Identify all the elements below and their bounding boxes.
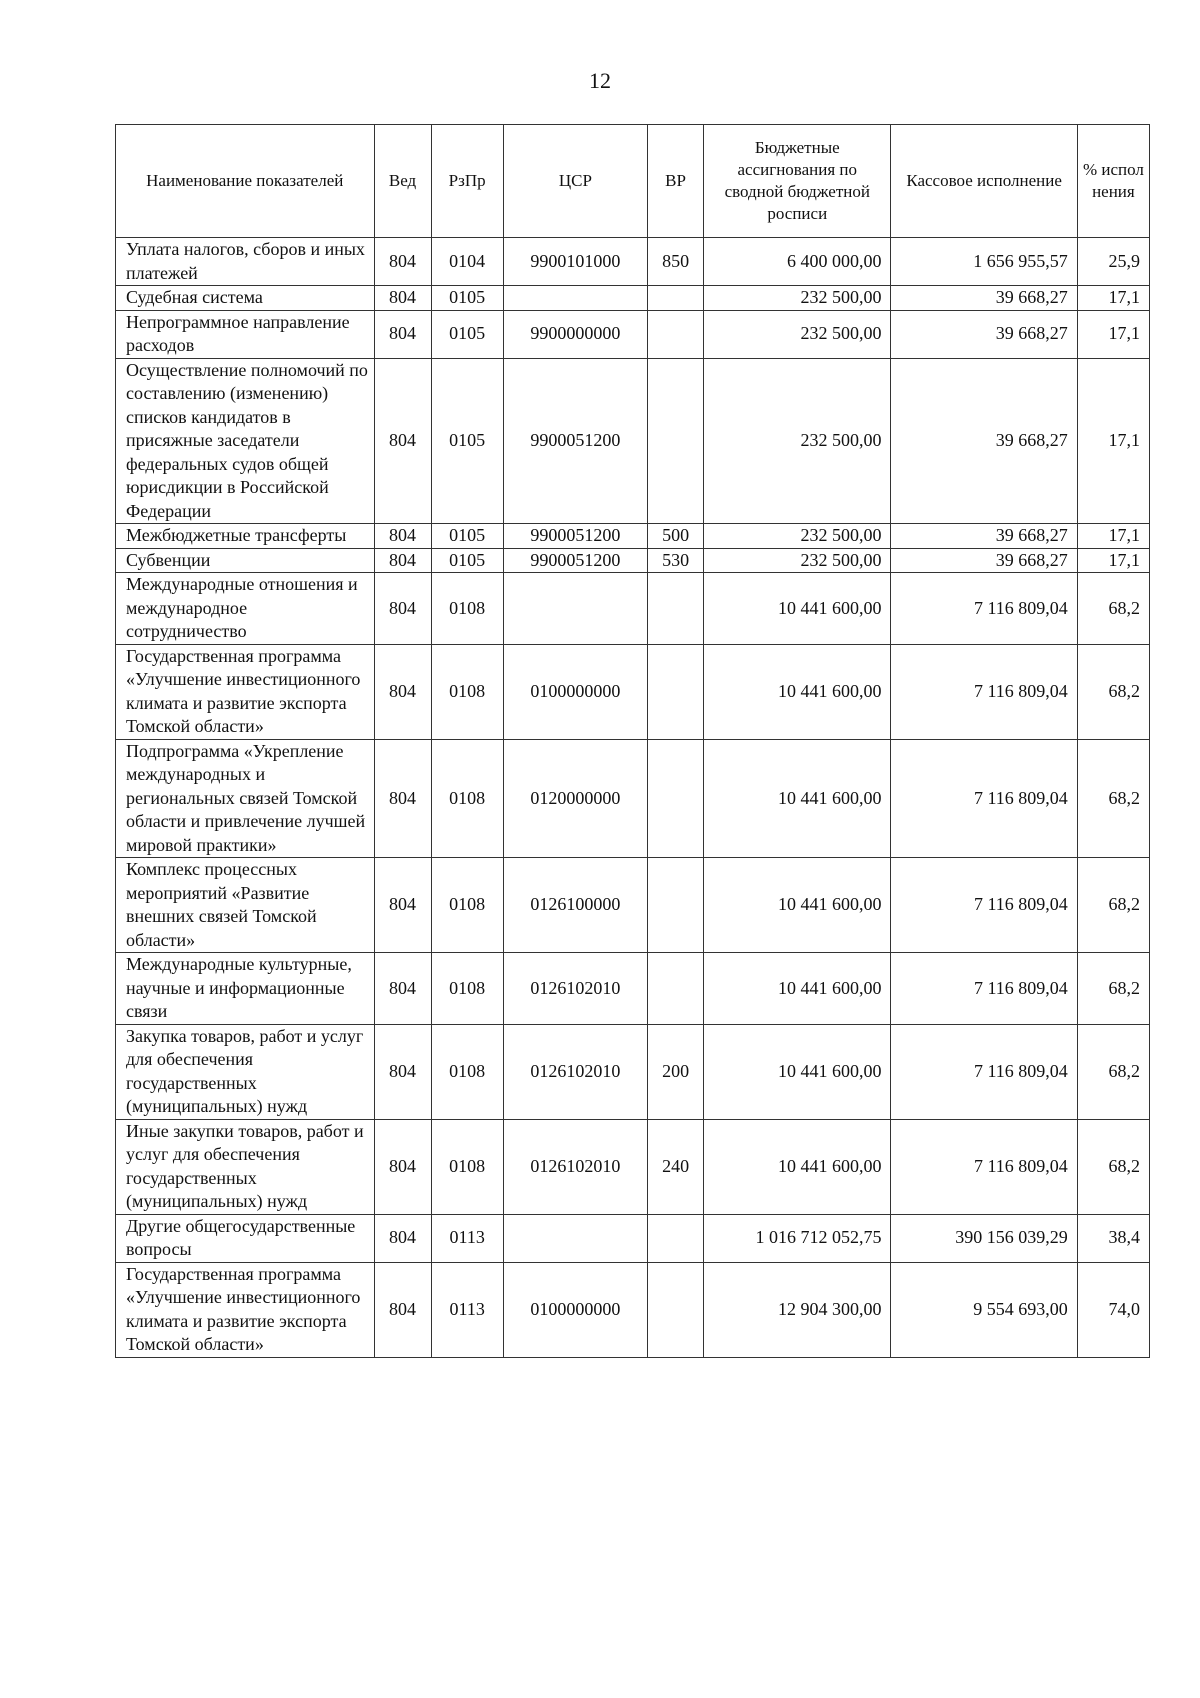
table-header-row — [116, 125, 1150, 238]
cell-name: Судебная система — [116, 286, 375, 311]
cell-ved: 804 — [374, 524, 431, 549]
cell-name: Международные культурные, научные и информационные связи — [116, 953, 375, 1025]
cell-cash: 7 116 809,04 — [891, 644, 1077, 739]
cell-budget: 10 441 600,00 — [704, 739, 891, 858]
cell-name: Субвенции — [116, 548, 375, 573]
cell-rzpr: 0108 — [431, 1024, 503, 1119]
cell-rzpr: 0108 — [431, 1119, 503, 1214]
cell-pct: 17,1 — [1077, 310, 1149, 358]
header-ved: Вед — [374, 125, 431, 238]
cell-cash: 7 116 809,04 — [891, 1024, 1077, 1119]
cell-pct: 68,2 — [1077, 858, 1149, 953]
table-row — [116, 858, 1150, 953]
cell-cash: 9 554 693,00 — [891, 1262, 1077, 1357]
cell-ved: 804 — [374, 1024, 431, 1119]
cell-vr — [648, 310, 704, 358]
cell-budget: 10 441 600,00 — [704, 1024, 891, 1119]
cell-vr — [648, 573, 704, 645]
cell-pct: 68,2 — [1077, 644, 1149, 739]
cell-cash: 7 116 809,04 — [891, 573, 1077, 645]
cell-rzpr: 0105 — [431, 358, 503, 524]
cell-vr: 200 — [648, 1024, 704, 1119]
cell-rzpr: 0113 — [431, 1214, 503, 1262]
cell-cash: 7 116 809,04 — [891, 953, 1077, 1025]
cell-name: Уплата налогов, сборов и иных платежей — [116, 238, 375, 286]
table-row — [116, 739, 1150, 858]
cell-pct: 17,1 — [1077, 286, 1149, 311]
cell-cash: 39 668,27 — [891, 358, 1077, 524]
cell-pct: 68,2 — [1077, 1024, 1149, 1119]
cell-vr — [648, 644, 704, 739]
cell-csr — [503, 573, 647, 645]
cell-budget: 232 500,00 — [704, 524, 891, 549]
table-row — [116, 1262, 1150, 1357]
cell-budget: 1 016 712 052,75 — [704, 1214, 891, 1262]
cell-ved: 804 — [374, 1119, 431, 1214]
cell-name: Осуществление полномочий по составлению (изменению) списков кандидатов в присяжные заседатели федеральных судов общей юрисдикции в Российской Федерации — [116, 358, 375, 524]
cell-name: Иные закупки товаров, работ и услуг для обеспечения государственных (муниципальных) нужд — [116, 1119, 375, 1214]
cell-budget: 232 500,00 — [704, 286, 891, 311]
cell-cash: 39 668,27 — [891, 286, 1077, 311]
cell-name: Комплекс процессных мероприятий «Развитие внешних связей Томской области» — [116, 858, 375, 953]
cell-ved: 804 — [374, 573, 431, 645]
cell-vr — [648, 286, 704, 311]
header-name: Наименование показателей — [116, 125, 375, 238]
budget-execution-table — [115, 124, 1150, 1358]
header-csr: ЦСР — [503, 125, 647, 238]
cell-csr: 0126102010 — [503, 1119, 647, 1214]
cell-budget: 10 441 600,00 — [704, 644, 891, 739]
cell-csr: 9900000000 — [503, 310, 647, 358]
cell-budget: 10 441 600,00 — [704, 858, 891, 953]
cell-pct: 74,0 — [1077, 1262, 1149, 1357]
cell-cash: 1 656 955,57 — [891, 238, 1077, 286]
table-row — [116, 953, 1150, 1025]
cell-ved: 804 — [374, 358, 431, 524]
cell-name: Международные отношения и международное сотрудничество — [116, 573, 375, 645]
table-row — [116, 310, 1150, 358]
cell-budget: 12 904 300,00 — [704, 1262, 891, 1357]
table-row — [116, 548, 1150, 573]
cell-vr — [648, 1214, 704, 1262]
table-row — [116, 358, 1150, 524]
cell-rzpr: 0105 — [431, 286, 503, 311]
cell-budget: 6 400 000,00 — [704, 238, 891, 286]
table-row — [116, 286, 1150, 311]
cell-vr — [648, 953, 704, 1025]
cell-name: Государственная программа «Улучшение инвестиционного климата и развитие экспорта Томской области» — [116, 644, 375, 739]
cell-budget: 10 441 600,00 — [704, 573, 891, 645]
header-rzpr: РзПр — [431, 125, 503, 238]
cell-csr: 0126102010 — [503, 953, 647, 1025]
cell-csr: 0100000000 — [503, 644, 647, 739]
cell-rzpr: 0108 — [431, 644, 503, 739]
cell-ved: 804 — [374, 858, 431, 953]
cell-ved: 804 — [374, 644, 431, 739]
cell-budget: 232 500,00 — [704, 358, 891, 524]
cell-ved: 804 — [374, 739, 431, 858]
header-cash: Кассовое исполнение — [891, 125, 1077, 238]
cell-name: Государственная программа «Улучшение инвестиционного климата и развитие экспорта Томской области» — [116, 1262, 375, 1357]
cell-cash: 7 116 809,04 — [891, 739, 1077, 858]
cell-cash: 7 116 809,04 — [891, 858, 1077, 953]
cell-rzpr: 0108 — [431, 953, 503, 1025]
cell-ved: 804 — [374, 310, 431, 358]
cell-name: Закупка товаров, работ и услуг для обеспечения государственных (муниципальных) нужд — [116, 1024, 375, 1119]
cell-cash: 390 156 039,29 — [891, 1214, 1077, 1262]
cell-csr — [503, 286, 647, 311]
cell-pct: 17,1 — [1077, 358, 1149, 524]
cell-pct: 17,1 — [1077, 548, 1149, 573]
cell-pct: 25,9 — [1077, 238, 1149, 286]
cell-csr: 9900101000 — [503, 238, 647, 286]
cell-budget: 10 441 600,00 — [704, 1119, 891, 1214]
cell-rzpr: 0113 — [431, 1262, 503, 1357]
cell-pct: 68,2 — [1077, 953, 1149, 1025]
cell-rzpr: 0105 — [431, 548, 503, 573]
cell-csr: 9900051200 — [503, 548, 647, 573]
cell-name: Подпрограмма «Укрепление международных и региональных связей Томской области и привлечение лучшей мировой практики» — [116, 739, 375, 858]
cell-ved: 804 — [374, 953, 431, 1025]
table-row — [116, 524, 1150, 549]
cell-csr: 0100000000 — [503, 1262, 647, 1357]
cell-vr: 530 — [648, 548, 704, 573]
cell-ved: 804 — [374, 1214, 431, 1262]
cell-cash: 39 668,27 — [891, 524, 1077, 549]
cell-cash: 39 668,27 — [891, 548, 1077, 573]
cell-csr: 0126102010 — [503, 1024, 647, 1119]
table-row — [116, 238, 1150, 286]
cell-budget: 10 441 600,00 — [704, 953, 891, 1025]
cell-budget: 232 500,00 — [704, 310, 891, 358]
cell-vr: 850 — [648, 238, 704, 286]
cell-ved: 804 — [374, 286, 431, 311]
cell-cash: 7 116 809,04 — [891, 1119, 1077, 1214]
table-row — [116, 644, 1150, 739]
cell-vr: 500 — [648, 524, 704, 549]
table-row — [116, 1214, 1150, 1262]
cell-ved: 804 — [374, 548, 431, 573]
cell-cash: 39 668,27 — [891, 310, 1077, 358]
cell-vr — [648, 858, 704, 953]
cell-vr — [648, 358, 704, 524]
cell-pct: 68,2 — [1077, 1119, 1149, 1214]
cell-rzpr: 0108 — [431, 858, 503, 953]
cell-vr — [648, 1262, 704, 1357]
header-pct: % испол нения — [1077, 125, 1149, 238]
cell-pct: 68,2 — [1077, 739, 1149, 858]
page-number: 12 — [589, 68, 611, 93]
cell-csr: 0126100000 — [503, 858, 647, 953]
cell-rzpr: 0108 — [431, 739, 503, 858]
header-budget: Бюджетные ассигнования по сводной бюджетной росписи — [704, 125, 891, 238]
cell-rzpr: 0104 — [431, 238, 503, 286]
cell-csr — [503, 1214, 647, 1262]
cell-name: Непрограммное направление расходов — [116, 310, 375, 358]
cell-vr: 240 — [648, 1119, 704, 1214]
cell-rzpr: 0105 — [431, 310, 503, 358]
cell-pct: 38,4 — [1077, 1214, 1149, 1262]
cell-budget: 232 500,00 — [704, 548, 891, 573]
cell-name: Межбюджетные трансферты — [116, 524, 375, 549]
table-row — [116, 573, 1150, 645]
cell-ved: 804 — [374, 238, 431, 286]
cell-rzpr: 0108 — [431, 573, 503, 645]
cell-csr: 9900051200 — [503, 358, 647, 524]
table-body — [116, 238, 1150, 1358]
cell-pct: 68,2 — [1077, 573, 1149, 645]
cell-ved: 804 — [374, 1262, 431, 1357]
header-vr: ВР — [648, 125, 704, 238]
cell-csr: 0120000000 — [503, 739, 647, 858]
cell-pct: 17,1 — [1077, 524, 1149, 549]
table-row — [116, 1119, 1150, 1214]
cell-name: Другие общегосударственные вопросы — [116, 1214, 375, 1262]
cell-vr — [648, 739, 704, 858]
table-row — [116, 1024, 1150, 1119]
cell-csr: 9900051200 — [503, 524, 647, 549]
cell-rzpr: 0105 — [431, 524, 503, 549]
